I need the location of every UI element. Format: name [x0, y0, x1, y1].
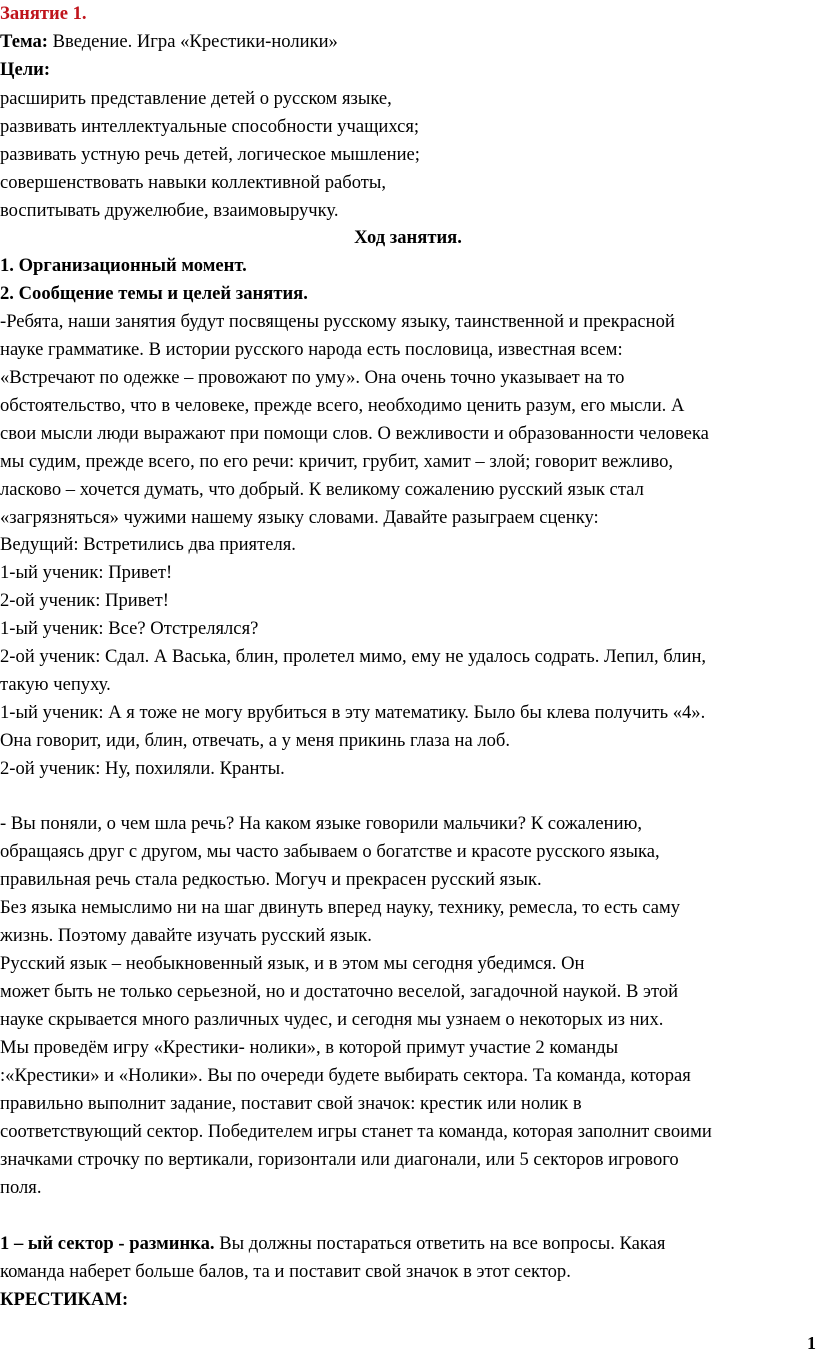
intro-line: мы судим, прежде всего, по его речи: кричит, грубит, хамит – злой; говорит вежливо,: [0, 451, 674, 472]
lesson-title: Занятие 1.: [0, 3, 87, 24]
discussion-line: Мы проведём игру «Крестики- нолики», в которой примут участие 2 команды: [0, 1037, 619, 1058]
topic-line: [0, 30, 816, 54]
topic-label: Тема:: [0, 31, 48, 52]
dialogue-line: 2-ой ученик: Привет!: [0, 590, 169, 611]
goal-item: расширить представление детей о русском языке,: [0, 88, 392, 109]
intro-line: науке грамматике. В истории русского народа есть пословица, известная всем:: [0, 339, 623, 360]
discussion-line: поля.: [0, 1177, 42, 1198]
course-heading: Ход занятия.: [354, 227, 462, 248]
dialogue-line: 2-ой ученик: Ну, похиляли. Кранты.: [0, 758, 285, 779]
sector1-line2: команда наберет больше балов, та и поставит свой значок в этот сектор.: [0, 1261, 571, 1282]
page-number: 1: [807, 1333, 816, 1353]
goal-item: развивать устную речь детей, логическое мышление;: [0, 144, 420, 165]
sector1-line: [0, 1232, 816, 1256]
dialogue-line: 2-ой ученик: Сдал. А Васька, блин, пролетел мимо, ему не удалось содрать. Лепил, блин,: [0, 646, 707, 667]
discussion-line: жизнь. Поэтому давайте изучать русский язык.: [0, 925, 372, 946]
dialogue-line: Она говорит, иди, блин, отвечать, а у меня прикинь глаза на лоб.: [0, 730, 511, 751]
discussion-line: правильная речь стала редкостью. Могуч и прекрасен русский язык.: [0, 869, 542, 890]
discussion-line: обращаясь друг с другом, мы часто забываем о богатстве и красоте русского языка,: [0, 841, 660, 862]
dialogue-line: 1-ый ученик: Все? Отстрелялся?: [0, 618, 259, 639]
topic-value: Введение. Игра «Крестики-нолики»: [47, 31, 338, 52]
discussion-line: Русский язык – необыкновенный язык, и в этом мы сегодня убедимся. Он: [0, 953, 585, 974]
goals-label: Цели:: [0, 59, 51, 80]
intro-line: ласково – хочется думать, что добрый. К великому сожалению русский язык стал: [0, 479, 644, 500]
intro-line: свои мысли люди выражают при помощи слов. О вежливости и образованности человека: [0, 423, 709, 444]
sector1-text: Вы должны постараться ответить на все вопросы. Какая: [214, 1233, 666, 1254]
discussion-line: соответствующий сектор. Победителем игры станет та команда, которая заполнит своими: [0, 1121, 712, 1142]
intro-line: -Ребята, наши занятия будут посвящены русскому языку, таинственной и прекрасной: [0, 311, 675, 332]
krestikam-heading: КРЕСТИКАМ:: [0, 1289, 129, 1310]
goal-item: совершенствовать навыки коллективной работы,: [0, 172, 387, 193]
dialogue-line: Ведущий: Встретились два приятеля.: [0, 534, 296, 555]
section-heading-1: 1. Организационный момент.: [0, 255, 247, 276]
discussion-line: правильно выполнит задание, поставит свой значок: крестик или нолик в: [0, 1093, 582, 1114]
sector1-label: 1 – ый сектор - разминка.: [0, 1233, 215, 1254]
goal-item: воспитывать дружелюбие, взаимовыручку.: [0, 200, 339, 221]
discussion-line: Без языка немыслимо ни на шаг двинуть вперед науку, технику, ремесла, то есть саму: [0, 897, 681, 918]
dialogue-line: такую чепуху.: [0, 674, 111, 695]
intro-line: «загрязняться» чужими нашему языку словами. Давайте разыграем сценку:: [0, 507, 599, 528]
section-heading-2: 2. Сообщение темы и целей занятия.: [0, 283, 308, 304]
discussion-line: - Вы поняли, о чем шла речь? На каком языке говорили мальчики? К сожалению,: [0, 813, 643, 834]
discussion-line: :«Крестики» и «Нолики». Вы по очереди будете выбирать сектора. Та команда, которая: [0, 1065, 691, 1086]
dialogue-line: 1-ый ученик: Привет!: [0, 562, 173, 583]
goal-item: развивать интеллектуальные способности учащихся;: [0, 116, 420, 137]
intro-line: обстоятельство, что в человеке, прежде всего, необходимо ценить разум, его мысли. А: [0, 395, 685, 416]
discussion-line: значками строчку по вертикали, горизонтали или диагонали, или 5 секторов игрового: [0, 1149, 679, 1170]
dialogue-line: 1-ый ученик: А я тоже не могу врубиться в эту математику. Было бы клева получить «4».: [0, 702, 706, 723]
discussion-line: науке скрывается много различных чудес, и сегодня мы узнаем о некоторых из них.: [0, 1009, 664, 1030]
discussion-line: может быть не только серьезной, но и достаточно веселой, загадочной наукой. В этой: [0, 981, 679, 1002]
intro-line: «Встречают по одежке – провожают по уму». Она очень точно указывает на то: [0, 367, 625, 388]
